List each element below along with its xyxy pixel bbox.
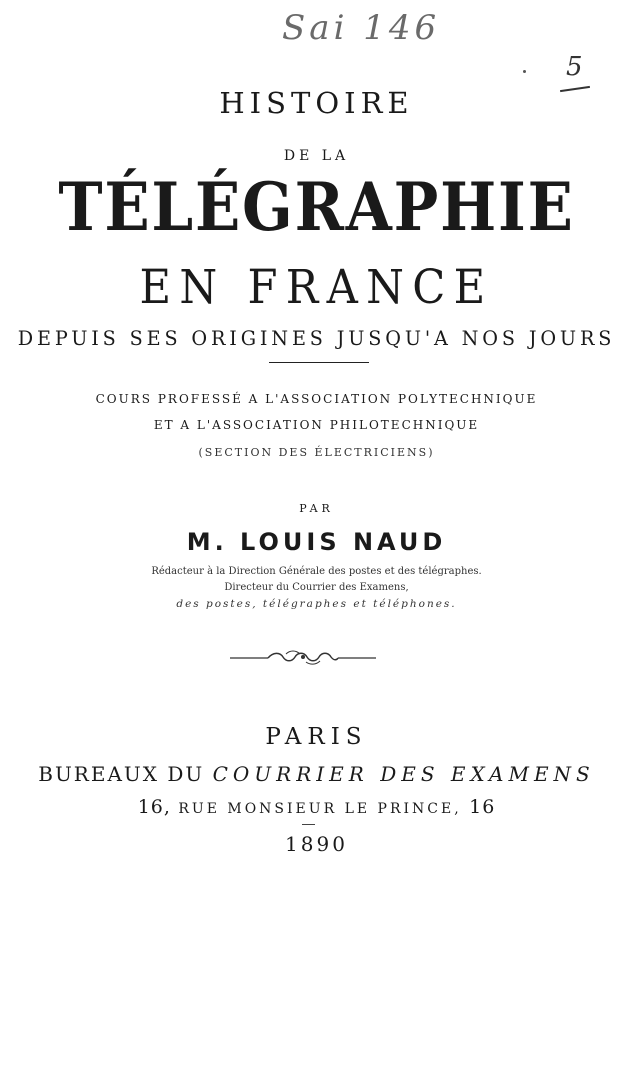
publisher-prefix: BUREAUX DU (38, 762, 205, 786)
imprint-address (0, 796, 633, 818)
address-number-right: 16 (469, 796, 496, 818)
author-credential-1: Rédacteur à la Direction Générale des postes et des télégraphes. (151, 566, 482, 577)
imprint-publisher (0, 762, 633, 786)
author-by: PAR (299, 502, 334, 515)
handwritten-shelfmark: Sai 146 (282, 8, 441, 48)
author-credential-3: des postes, télégraphes et téléphones. (176, 598, 457, 610)
author-name: M. LOUIS NAUD (186, 528, 447, 556)
author-credential-2: Directeur du Courrier des Examens, (224, 582, 409, 593)
year-divider (302, 824, 315, 825)
ink-dot (523, 70, 526, 73)
address-street: RUE MONSIEUR LE PRINCE, (178, 801, 462, 817)
imprint-city: PARIS (265, 724, 368, 750)
title-de-la: DE LA (283, 148, 350, 164)
title-en-france: EN FRANCE (139, 260, 494, 315)
handwritten-margin-note: 5 (566, 52, 585, 82)
title-telegraphie: TÉLÉGRAPHIE (58, 168, 575, 246)
imprint-year: 1890 (285, 832, 348, 856)
title-histoire: HISTOIRE (219, 86, 414, 120)
course-line-2: ET A L'ASSOCIATION PHILOTECHNIQUE (153, 418, 480, 432)
title-subtitle: DEPUIS SES ORIGINES JUSQU'A NOS JOURS (17, 326, 616, 350)
publisher-name: COURRIER DES EXAMENS (212, 762, 595, 786)
address-number-left: 16, (137, 796, 171, 818)
course-section: (SECTION DES ÉLECTRICIENS) (198, 446, 435, 459)
course-line-1: COURS PROFESSÉ A L'ASSOCIATION POLYTECHNIQUE (95, 392, 538, 406)
title-divider (269, 362, 369, 363)
ornament-divider (228, 648, 378, 666)
